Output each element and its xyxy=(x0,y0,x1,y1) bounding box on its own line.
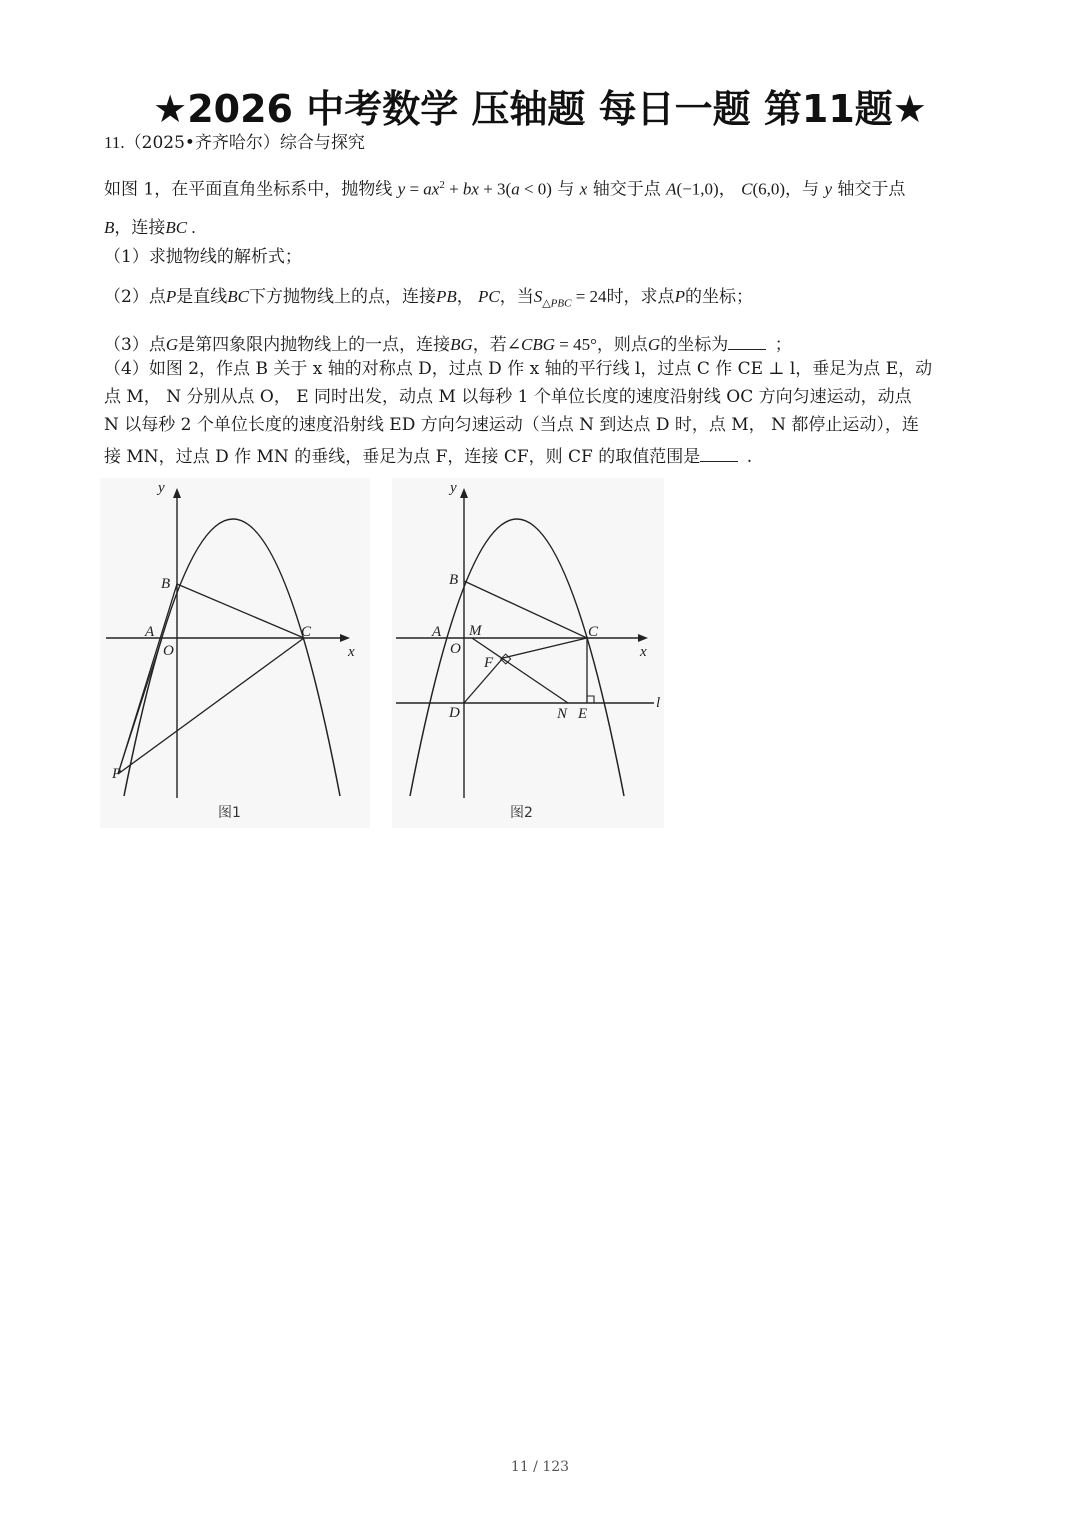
problem-header xyxy=(104,132,365,154)
label-y: y xyxy=(158,480,165,496)
part-4-line-2: 点 M， N 分别从点 O， E 同时出发，动点 M 以每秒 1 个单位长度的速度沿射线 OC 方向匀速运动，动点 xyxy=(104,387,912,407)
label-O: O xyxy=(163,643,174,659)
page-title: ★2026 中考数学 压轴题 每日一题 第11题★ xyxy=(153,87,927,131)
label-B: B xyxy=(161,576,171,592)
label-E: E xyxy=(578,706,588,722)
figure-2 xyxy=(392,478,664,828)
part-4-line-3: N 以每秒 2 个单位长度的速度沿射线 ED 方向匀速运动（当点 N 到达点 D 时，点 M， N 都停止运动），连 xyxy=(104,415,919,435)
label-O: O xyxy=(450,641,461,657)
intro-line-1: 如图 1，在平面直角坐标系中，抛物线 $y = ax^2$ + bx + 3(a < 0) 与 x 轴交于点 A(−1,0)， C(6,0)，与 y 轴交于点 xyxy=(104,179,906,200)
label-C: C xyxy=(301,624,312,640)
problem-number: 11. xyxy=(104,133,125,152)
part-2: （2）点P是直线BC下方抛物线上的点，连接PB， PC，当$S_{\triangle PBC} = 24$时，求点P的坐标； xyxy=(104,287,753,310)
label-x: x xyxy=(348,644,355,660)
label-D: D xyxy=(449,705,460,721)
label-C: C xyxy=(588,624,599,640)
part-1: （1）求抛物线的解析式； xyxy=(104,247,302,267)
label-x: x xyxy=(640,644,647,660)
part-3: （3）点G是第四象限内抛物线上的一点，连接BG，若∠CBG = 45°，则点G的坐标为 ； xyxy=(104,331,792,356)
figure-2-caption: 图2 xyxy=(510,805,533,821)
answer-blank-3[interactable] xyxy=(728,331,766,350)
label-B: B xyxy=(449,572,459,588)
label-A: A xyxy=(145,624,155,640)
label-M: M xyxy=(469,623,482,639)
figure-1 xyxy=(100,478,370,828)
label-l: l xyxy=(656,695,661,711)
intro-line-2: B，连接BC . xyxy=(104,218,196,238)
label-y: y xyxy=(450,480,457,496)
label-N: N xyxy=(557,706,568,722)
page-number: 11 / 123 xyxy=(510,1459,570,1475)
figure-1-caption: 图1 xyxy=(218,805,241,821)
label-A: A xyxy=(432,624,442,640)
problem-source: （2025•齐齐哈尔）综合与探究 xyxy=(124,133,365,153)
answer-blank-4[interactable] xyxy=(700,443,738,462)
part-4-line-1: （4）如图 2，作点 B 关于 x 轴的对称点 D，过点 D 作 x 轴的平行线 l，过点 C 作 CE ⊥ l，垂足为点 E，动 xyxy=(104,359,933,379)
label-P: P xyxy=(112,766,122,782)
label-F: F xyxy=(484,655,494,671)
part-4-line-4: 接 MN，过点 D 作 MN 的垂线，垂足为点 F，连接 CF，则 CF 的取值范围是 . xyxy=(104,443,752,468)
